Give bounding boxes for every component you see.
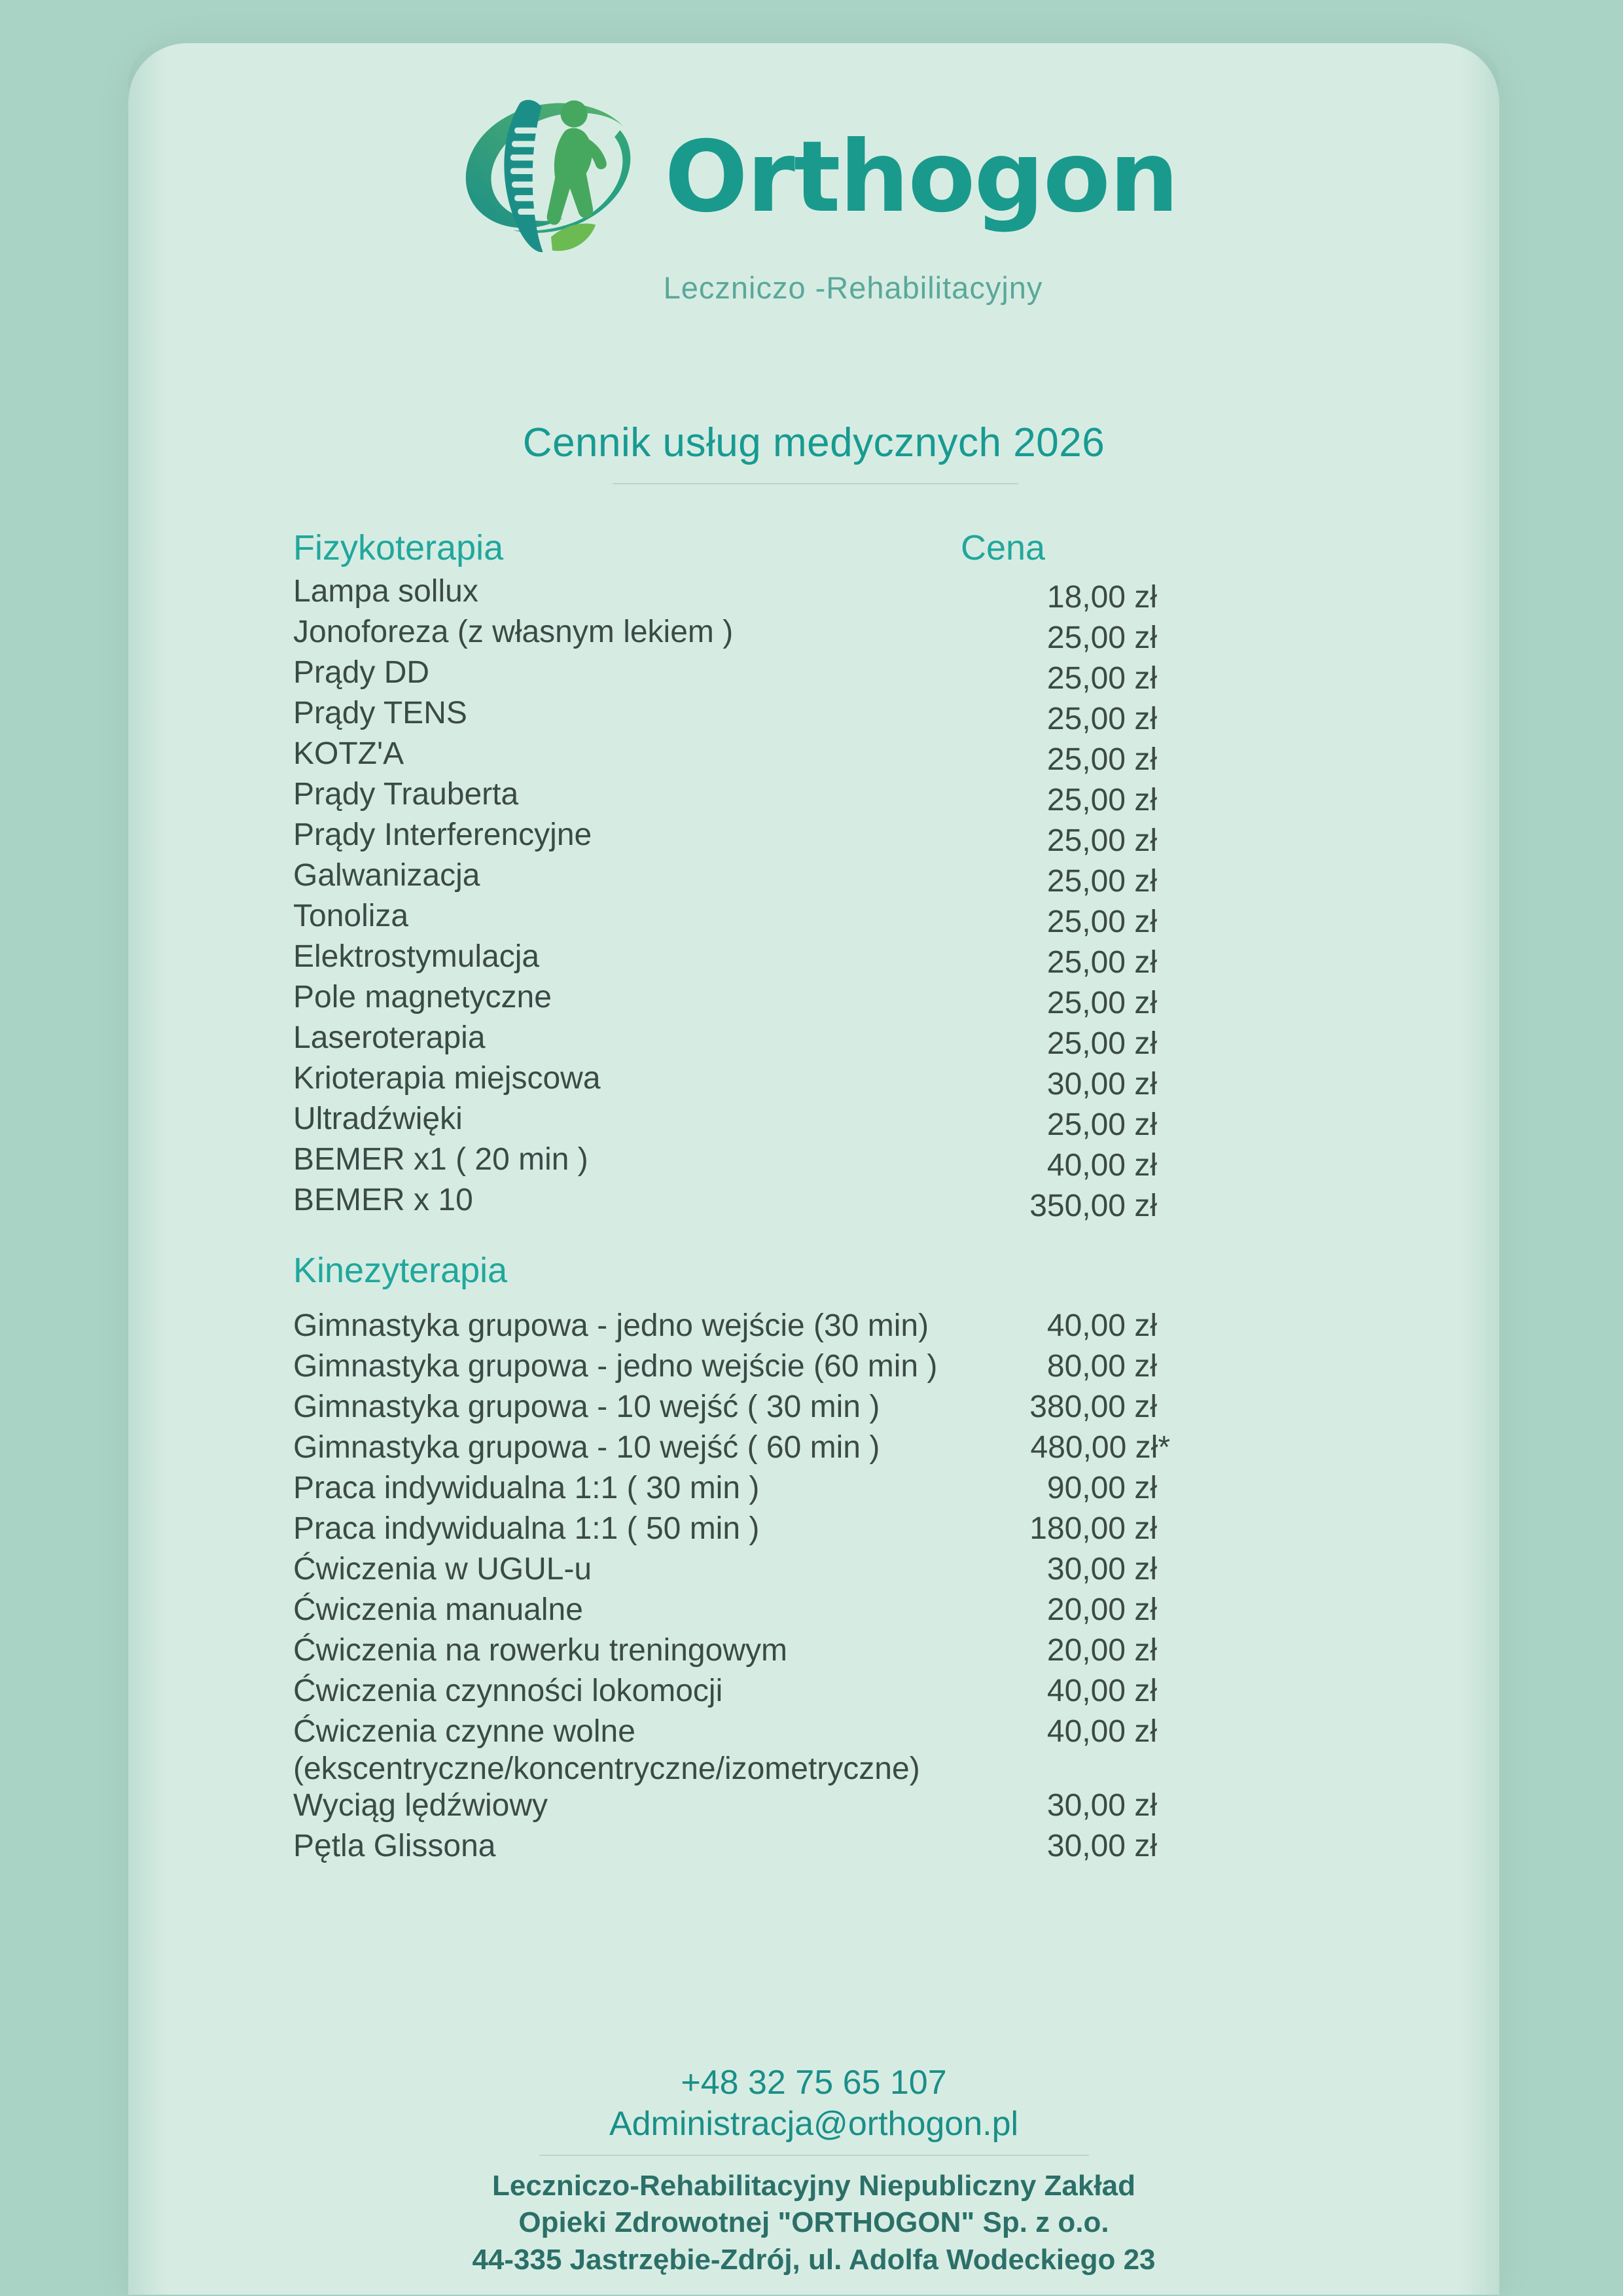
service-price: 20,00 zł bbox=[1046, 1633, 1157, 1668]
table-row bbox=[128, 1101, 1499, 1141]
table-row bbox=[128, 817, 1499, 857]
service-price: 180,00 zł bbox=[1029, 1511, 1157, 1546]
table-row bbox=[128, 939, 1499, 979]
service-price: 350,00 zł bbox=[1029, 1189, 1157, 1223]
table-row bbox=[128, 1308, 1499, 1348]
service-label: Prądy Interferencyjne bbox=[293, 817, 592, 852]
table-row bbox=[128, 1828, 1499, 1869]
table-row bbox=[128, 1551, 1499, 1592]
table-row bbox=[128, 1713, 1499, 1787]
service-price: 25,00 zł bbox=[1046, 661, 1157, 696]
service-label: BEMER x1 ( 20 min ) bbox=[293, 1142, 588, 1177]
address-line-2: Opieki Zdrowotnej "ORTHOGON" Sp. z o.o. bbox=[518, 2206, 1109, 2239]
table-row bbox=[128, 695, 1499, 736]
service-price: 40,00 zł bbox=[1046, 1308, 1157, 1343]
table-row bbox=[128, 776, 1499, 817]
service-label: Ćwiczenia czynności lokomocji bbox=[293, 1674, 723, 1708]
service-price: 40,00 zł bbox=[1046, 1674, 1157, 1708]
service-price: 30,00 zł bbox=[1046, 1552, 1157, 1587]
service-price: 30,00 zł bbox=[1046, 1788, 1157, 1823]
footer-divider bbox=[539, 2155, 1089, 2156]
service-price: 25,00 zł bbox=[1046, 783, 1157, 817]
contact-email[interactable]: Administracja@orthogon.pl bbox=[609, 2105, 1019, 2144]
table-row bbox=[128, 736, 1499, 776]
service-price: 25,00 zł bbox=[1046, 905, 1157, 939]
service-label: Elektrostymulacja bbox=[293, 939, 540, 974]
table-row bbox=[128, 1182, 1499, 1223]
table-row bbox=[128, 1787, 1499, 1828]
page-title: Cennik usług medycznych 2026 bbox=[522, 420, 1105, 465]
service-label: Pole magnetyczne bbox=[293, 980, 552, 1014]
address-line-1: Leczniczo-Rehabilitacyjny Niepubliczny Zakład bbox=[492, 2169, 1135, 2202]
service-price: 90,00 zł bbox=[1046, 1471, 1157, 1505]
price-list-card bbox=[128, 43, 1499, 2295]
footer bbox=[128, 2062, 1499, 2278]
service-price: 25,00 zł bbox=[1046, 864, 1157, 899]
brand-name: Orthogon bbox=[664, 120, 1178, 234]
service-label: Tonoliza bbox=[293, 899, 409, 933]
service-label: Praca indywidualna 1:1 ( 50 min ) bbox=[293, 1511, 760, 1546]
service-label: Prądy DD bbox=[293, 655, 430, 690]
service-price: 40,00 zł bbox=[1046, 1148, 1157, 1183]
service-price: 25,00 zł bbox=[1046, 1107, 1157, 1142]
service-price: 25,00 zł bbox=[1046, 945, 1157, 980]
table-row bbox=[128, 1511, 1499, 1551]
table-row bbox=[128, 1020, 1499, 1060]
service-label: Lampa sollux bbox=[293, 574, 478, 609]
table-row bbox=[128, 1632, 1499, 1673]
service-price: 80,00 zł bbox=[1046, 1349, 1157, 1384]
table-row bbox=[128, 1673, 1499, 1713]
service-label: Prądy Trauberta bbox=[293, 777, 519, 812]
service-label: Ultradźwięki bbox=[293, 1102, 463, 1136]
section-header-fizykoterapia bbox=[128, 528, 1499, 568]
service-price: 25,00 zł bbox=[1046, 1026, 1157, 1061]
brand-logo bbox=[128, 76, 1499, 306]
table-row bbox=[128, 1141, 1499, 1182]
logo-row bbox=[450, 76, 1177, 279]
table-row bbox=[128, 573, 1499, 614]
service-label: Wyciąg lędźwiowy bbox=[293, 1788, 548, 1823]
service-label: KOTZ'A bbox=[293, 736, 404, 771]
section-title: Fizykoterapia bbox=[293, 528, 504, 567]
brand-tagline: Leczniczo -Rehabilitacyjny bbox=[663, 270, 1043, 305]
service-label: Jonoforeza (z własnym lekiem ) bbox=[293, 615, 734, 649]
table-row bbox=[128, 1348, 1499, 1389]
table-row bbox=[128, 1060, 1499, 1101]
service-price: 25,00 zł bbox=[1046, 702, 1157, 736]
service-label: Prądy TENS bbox=[293, 696, 467, 730]
table-row bbox=[128, 1592, 1499, 1632]
price-table bbox=[128, 528, 1499, 1869]
service-price: 30,00 zł bbox=[1046, 1829, 1157, 1864]
section-title: Kinezyterapia bbox=[293, 1251, 508, 1290]
service-label: Laseroterapia bbox=[293, 1020, 486, 1055]
service-label: BEMER x 10 bbox=[293, 1183, 473, 1217]
table-row bbox=[128, 898, 1499, 939]
service-price: 25,00 zł bbox=[1046, 620, 1157, 655]
contact-phone[interactable]: +48 32 75 65 107 bbox=[681, 2064, 947, 2102]
section-header-kinezyterapia bbox=[128, 1250, 1499, 1291]
orthogon-spine-figure-logo-icon bbox=[450, 72, 652, 275]
service-price: 25,00 zł bbox=[1046, 823, 1157, 858]
service-price: 40,00 zł bbox=[1046, 1714, 1157, 1749]
service-label: Ćwiczenia czynne wolne (ekscentryczne/koncentryczne/izometryczne) bbox=[293, 1714, 920, 1786]
table-row bbox=[128, 1429, 1499, 1470]
price-column-header: Cena bbox=[961, 528, 1046, 567]
service-price: 480,00 zł* bbox=[1030, 1430, 1170, 1465]
table-row bbox=[128, 1470, 1499, 1511]
table-row bbox=[128, 655, 1499, 695]
service-price: 20,00 zł bbox=[1046, 1592, 1157, 1627]
service-label: Gimnastyka grupowa - jedno wejście (30 min) bbox=[293, 1308, 929, 1343]
service-label: Gimnastyka grupowa - 10 wejść ( 30 min ) bbox=[293, 1390, 880, 1424]
service-label: Ćwiczenia manualne bbox=[293, 1592, 583, 1627]
service-price: 25,00 zł bbox=[1046, 986, 1157, 1020]
service-price: 25,00 zł bbox=[1046, 742, 1157, 777]
table-row bbox=[128, 614, 1499, 655]
address-line-3: 44-335 Jastrzębie-Zdrój, ul. Adolfa Wodeckiego 23 bbox=[472, 2243, 1156, 2276]
service-price: 30,00 zł bbox=[1046, 1067, 1157, 1102]
service-label: Ćwiczenia na rowerku treningowym bbox=[293, 1633, 787, 1668]
table-row bbox=[128, 1389, 1499, 1429]
service-label: Pętla Glissona bbox=[293, 1829, 496, 1864]
table-row bbox=[128, 857, 1499, 898]
service-label: Krioterapia miejscowa bbox=[293, 1061, 601, 1096]
service-label: Galwanizacja bbox=[293, 858, 480, 893]
service-label: Ćwiczenia w UGUL-u bbox=[293, 1552, 592, 1587]
table-row bbox=[128, 979, 1499, 1020]
service-price: 18,00 zł bbox=[1046, 580, 1157, 615]
service-label: Gimnastyka grupowa - 10 wejść ( 60 min ) bbox=[293, 1430, 880, 1465]
service-price: 380,00 zł bbox=[1029, 1390, 1157, 1424]
service-label: Gimnastyka grupowa - jedno wejście (60 min ) bbox=[293, 1349, 938, 1384]
service-label: Praca indywidualna 1:1 ( 30 min ) bbox=[293, 1471, 760, 1505]
title-divider bbox=[613, 483, 1018, 484]
